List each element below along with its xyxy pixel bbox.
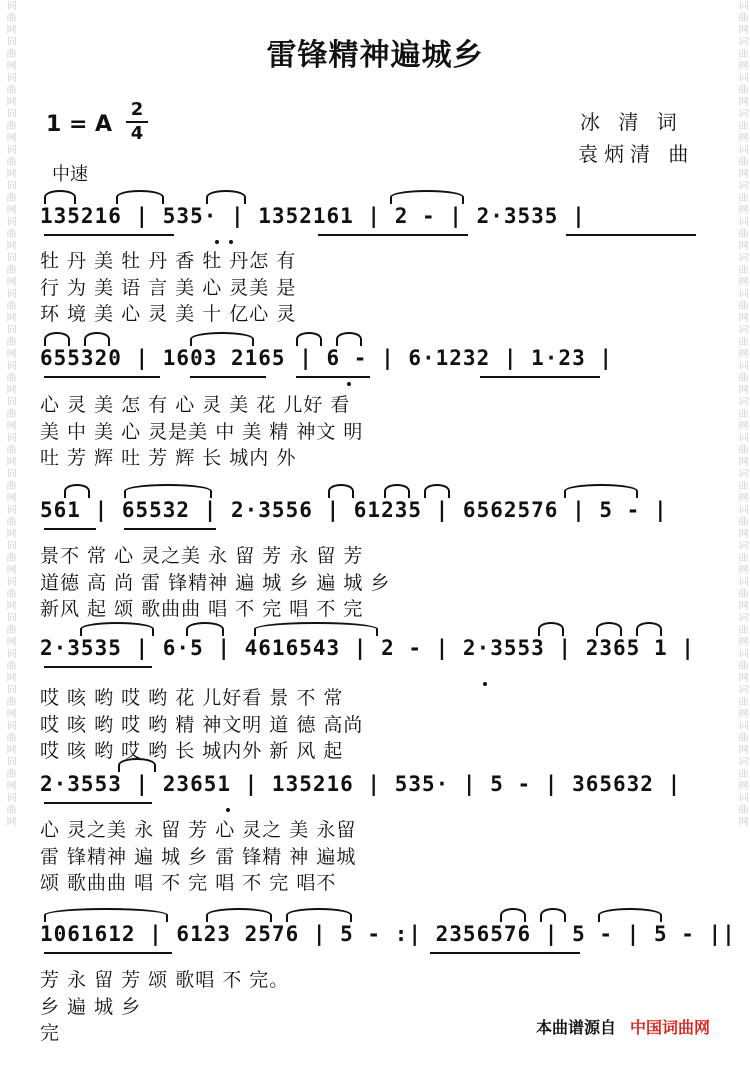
system-3-lyrics-1: 景不 常 心 灵之美 永 留 芳 永 留 芳 [40, 545, 364, 567]
system-6-lyrics-2: 乡 遍 城 乡 [40, 996, 142, 1018]
octave-dot [215, 240, 219, 244]
system-6-lyrics-3: 完 [40, 1022, 61, 1044]
slur-mark [44, 190, 76, 204]
system-3-lyrics-3: 新风 起 颂 歌曲曲 唱 不 完 唱 不 完 [40, 598, 364, 620]
beam-underline [480, 376, 600, 378]
slur-mark [286, 908, 352, 922]
slur-mark [206, 908, 272, 922]
system-6-notes: 1061612 | 6123 2576 | 5 - :| 2356576 | 5 - | 5 - || [40, 922, 736, 946]
system-1-lyrics-3: 环 境 美 心 灵 美 十 亿心 灵 [40, 303, 297, 325]
octave-dot [483, 682, 487, 686]
source-site-link[interactable]: 中国词曲网 [629, 1018, 710, 1037]
system-3-lyrics-2: 道德 高 尚 雷 锋精神 遍 城 乡 遍 城 乡 [40, 572, 391, 594]
source-label: 本曲谱源自 [535, 1018, 616, 1037]
system-1-notes: 135216 | 535· | 1352161 | 2 - | 2·3535 | [40, 204, 586, 228]
beam-underline [44, 952, 172, 954]
slur-mark [636, 622, 662, 636]
octave-dot [229, 240, 233, 244]
slur-mark [118, 758, 156, 772]
system-2-notes: 655320 | 1603 2165 | 6 - | 6·1232 | 1·23 | [40, 346, 614, 370]
composer-credit: 袁炳清 曲 [578, 142, 695, 166]
tempo-marking: 中速 [52, 164, 88, 185]
slur-mark [336, 332, 362, 346]
slur-mark [390, 190, 464, 204]
octave-dot [226, 808, 230, 812]
beam-underline [190, 376, 266, 378]
beam-underline [318, 234, 468, 236]
beam-underline [44, 376, 160, 378]
time-signature [126, 100, 148, 144]
slur-mark [540, 908, 566, 922]
time-signature-top: 2 [130, 99, 144, 120]
slur-mark [596, 622, 622, 636]
slur-mark [384, 484, 410, 498]
beam-underline [296, 376, 370, 378]
slur-mark [124, 484, 212, 498]
system-4-notes: 2·3535 | 6·5 | 4616543 | 2 - | 2·3553 | 2365 1 | [40, 636, 695, 660]
system-6-lyrics-1: 芳 永 留 芳 颂 歌唱 不 完。 [40, 969, 290, 991]
slur-mark [328, 484, 354, 498]
slur-mark [44, 332, 70, 346]
system-5-notes: 2·3553 | 23651 | 135216 | 535· | 5 - | 365632 | [40, 772, 682, 796]
beam-underline [44, 666, 152, 668]
system-4-lyrics-3: 哎 咳 哟 哎 哟 长 城内外 新 风 起 [40, 740, 344, 762]
slur-mark [44, 908, 168, 922]
system-5-lyrics-1: 心 灵之美 永 留 芳 心 灵之 美 永留 [40, 819, 357, 841]
slur-mark [424, 484, 450, 498]
beam-underline [124, 528, 216, 530]
beam-underline [566, 234, 696, 236]
lyricist-credit: 冰 清 词 [580, 110, 683, 134]
octave-dot [347, 382, 351, 386]
slur-mark [296, 332, 322, 346]
system-4-lyrics-1: 哎 咳 哟 哎 哟 花 儿好看 景 不 常 [40, 687, 344, 709]
system-1-lyrics-1: 牡 丹 美 牡 丹 香 牡 丹怎 有 [40, 250, 297, 272]
watermark-right: 词曲网词曲网词曲网词曲网词曲网词曲网词曲网词曲网词曲网词曲网词曲网词曲网词曲网词曲网词曲网词曲网词曲网词曲网词曲网词曲网词曲网词曲网词曲网 [736, 0, 747, 828]
slur-mark [564, 484, 638, 498]
slur-mark [80, 622, 154, 636]
time-signature-bottom: 4 [130, 123, 144, 144]
beam-underline [44, 528, 96, 530]
slur-mark [538, 622, 564, 636]
system-3-notes: 561 | 65532 | 2·3556 | 61235 | 6562576 | 5 - | [40, 498, 668, 522]
system-5-lyrics-3: 颂 歌曲曲 唱 不 完 唱 不 完 唱不 [40, 872, 337, 894]
slur-mark [64, 484, 90, 498]
slur-mark [190, 332, 254, 346]
slur-mark [254, 622, 378, 636]
system-5-lyrics-2: 雷 锋精神 遍 城 乡 雷 锋精 神 遍城 [40, 846, 357, 868]
slur-mark [598, 908, 662, 922]
source-credit [536, 1015, 710, 1038]
key-signature: 1 = A [46, 112, 113, 137]
score-title: 雷锋精神遍城乡 [266, 38, 484, 73]
system-1-lyrics-2: 行 为 美 语 言 美 心 灵美 是 [40, 277, 297, 299]
beam-underline [44, 802, 152, 804]
system-2-lyrics-2: 美 中 美 心 灵是美 中 美 精 神文 明 [40, 421, 364, 443]
slur-mark [500, 908, 526, 922]
slur-mark [186, 622, 224, 636]
watermark-left: 词曲网词曲网词曲网词曲网词曲网词曲网词曲网词曲网词曲网词曲网词曲网词曲网词曲网词曲网词曲网词曲网词曲网词曲网词曲网词曲网词曲网词曲网词曲网 [4, 0, 15, 828]
system-2-lyrics-1: 心 灵 美 怎 有 心 灵 美 花 儿好 看 [40, 394, 351, 416]
slur-mark [116, 190, 164, 204]
beam-underline [44, 234, 174, 236]
system-4-lyrics-2: 哎 咳 哟 哎 哟 精 神文明 道 德 高尚 [40, 714, 364, 736]
system-2-lyrics-3: 吐 芳 辉 吐 芳 辉 长 城内 外 [40, 447, 297, 469]
beam-underline [430, 952, 580, 954]
slur-mark [84, 332, 110, 346]
slur-mark [206, 190, 246, 204]
